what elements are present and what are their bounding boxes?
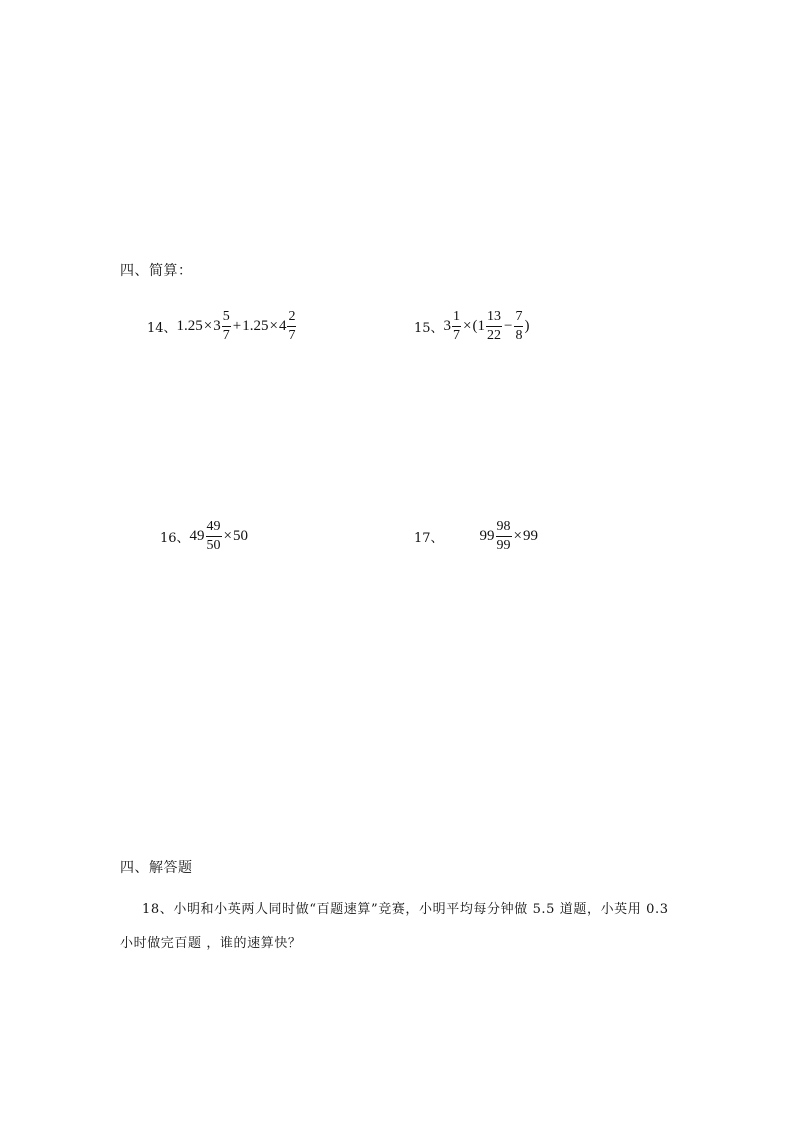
word-problem-line-1: 18、小明和小英两人同时做“百题速算”竞赛，小明平均每分钟做 5.5 道题，小英用 0.3 (142, 902, 669, 917)
problem-label: 17、 (414, 531, 444, 546)
fraction: $\frac{5}{7}$ (222, 309, 230, 343)
problem-label: 15、 (414, 321, 444, 336)
problem-14 (147, 310, 297, 343)
word-problem-line-2: 小时做完百题 ，谁的速算快？ (120, 936, 302, 951)
fraction: $\frac{49}{50}$ (206, 519, 221, 553)
section-heading-simplify: 四、简算： (120, 263, 193, 279)
problem-label: 14、 (147, 321, 177, 336)
problem-16 (160, 520, 248, 553)
fraction: $\frac{1}{7}$ (453, 309, 461, 343)
expression: 49 $\frac{49}{50}$ × 50 (189, 519, 249, 553)
expression: 3 $\frac{1}{7}$ × ( 1 $\frac{13}{22}$ − $\frac{7}{8}$ ) (443, 309, 530, 343)
fraction: $\frac{2}{7}$ (288, 309, 296, 343)
problem-15 (414, 310, 529, 343)
expression: 99 $\frac{98}{99}$ × 99 (479, 519, 539, 553)
fraction: $\frac{13}{22}$ (487, 309, 502, 343)
fraction: $\frac{7}{8}$ (515, 309, 523, 343)
section-heading-answer: 四、解答题 (120, 860, 193, 876)
problem-label: 16、 (160, 531, 190, 546)
problem-17 (414, 520, 538, 553)
fraction: $\frac{98}{99}$ (496, 519, 511, 553)
expression: 1.25 × 3 $\frac{5}{7}$ + 1.25 × 4 $\frac{2}{7}$ (176, 309, 296, 343)
